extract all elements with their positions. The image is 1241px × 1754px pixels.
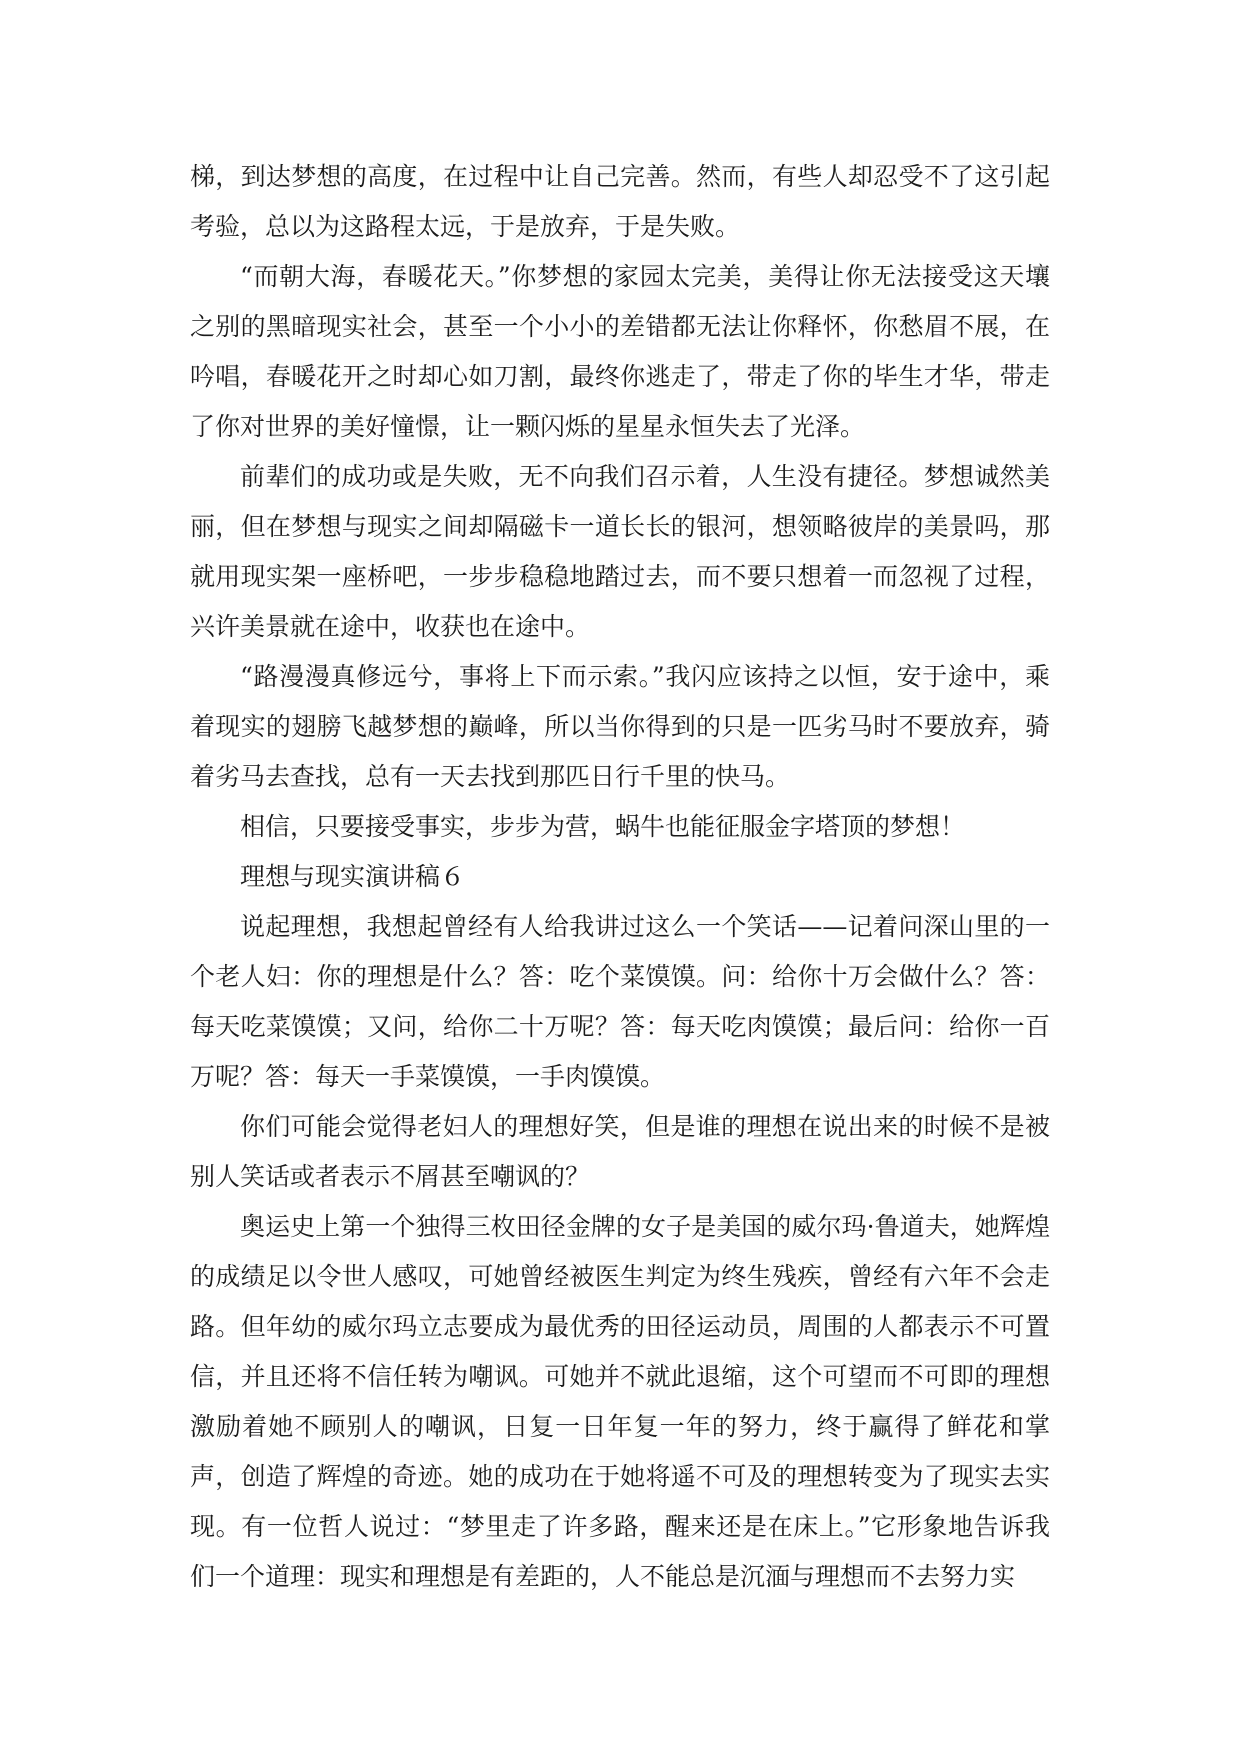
paragraph-2: “而朝大海，春暖花天。”你梦想的家园太完美，美得让你无法接受这天壤之别的黑暗现实社会，甚至一个小小的差错都无法让你释怀，你愁眉不展，在吟唱，春暖花开之时却心如刀割，最终你逃走了，带走了你的毕生才华，带走了你对世界的美好憧憬，让一颗闪烁的星星永恒失去了光泽。 (190, 262, 1050, 441)
paragraph-8: 奥运史上第一个独得三枚田径金牌的女子是美国的威尔玛·鲁道夫，她辉煌的成绩足以令世人感叹，可她曾经被医生判定为终生残疾，曾经有六年不会走路。但年幼的威尔玛立志要成为最优秀的田径运动员，周围的人都表示不可置信，并且还将不信任转为嘲讽。可她并不就此退缩，这个可望而不可即的理想激励着她不顾别人的嘲讽，日复一日年复一年的努力，终于赢得了鲜花和掌声，创造了辉煌的奇迹。她的成功在于她将遥不可及的理想转变为了现实去实现。有一位哲人说过：“梦里走了许多路，醒来还是在床上。”它形象地告诉我们一个道理：现实和理想是有差距的，人不能总是沉湎与理想而不去努力实 (190, 1212, 1050, 1591)
paragraph-4: “路漫漫真修远兮，事将上下而示索。”我闪应该持之以恒，安于途中，乘着现实的翅膀飞越梦想的巅峰，所以当你得到的只是一匹劣马时不要放弃，骑着劣马去查找，总有一天去找到那匹日行千里的快马。 (190, 662, 1050, 791)
paragraph-6: 说起理想，我想起曾经有人给我讲过这么一个笑话——记着问深山里的一个老人妇：你的理想是什么？答：吃个菜馍馍。问：给你十万会做什么？答：每天吃菜馍馍；又问，给你二十万呢？答：每天吃肉馍馍；最后问：给你一百万呢？答：每天一手菜馍馍，一手肉馍馍。 (190, 912, 1050, 1091)
section-heading: 理想与现实演讲稿６ (240, 862, 466, 891)
paragraph-5: 相信，只要接受事实，步步为营，蜗牛也能征服金字塔顶的梦想！ (240, 812, 966, 841)
paragraph-1: 梯，到达梦想的高度，在过程中让自己完善。然而，有些人却忍受不了这引起考验，总以为这路程太远，于是放弃，于是失败。 (190, 162, 1050, 241)
paragraph-3: 前辈们的成功或是失败，无不向我们召示着，人生没有捷径。梦想诚然美丽，但在梦想与现实之间却隔磁卡一道长长的银河，想领略彼岸的美景吗，那就用现实架一座桥吧，一步步稳稳地踏过去，而不要只想着一而忽视了过程，兴许美景就在途中，收获也在途中。 (190, 462, 1050, 641)
document-body (190, 152, 1050, 1602)
paragraph-7: 你们可能会觉得老妇人的理想好笑，但是谁的理想在说出来的时候不是被别人笑话或者表示不屑甚至嘲讽的？ (190, 1112, 1050, 1191)
